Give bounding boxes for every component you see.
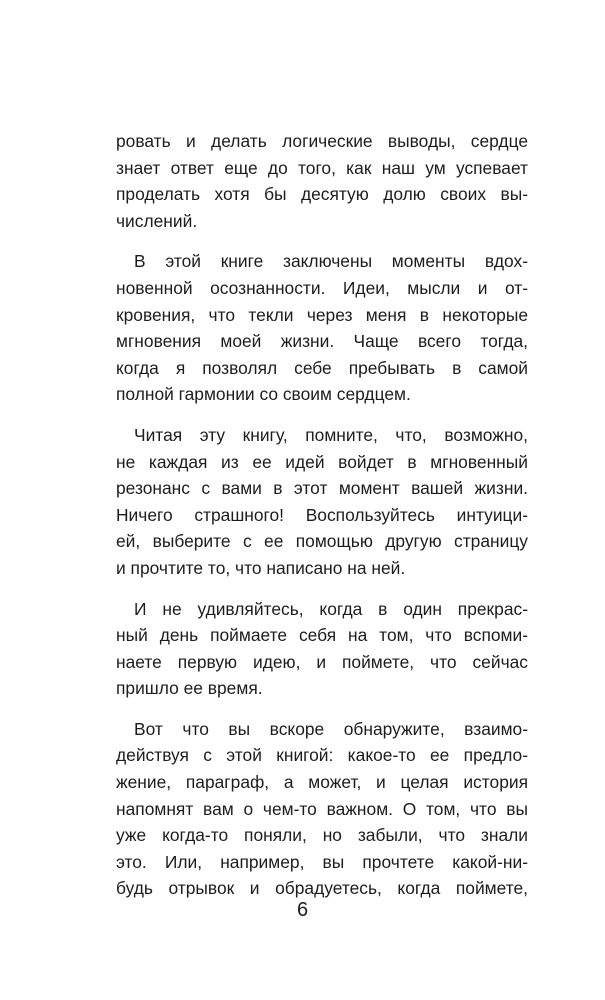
paragraph-4 — [116, 596, 528, 702]
text-line: проделать хотя бы десятую долю своих вы- — [116, 184, 528, 205]
text-line: наете первую идею, и поймете, что сейчас — [116, 651, 528, 672]
text-line: новенной осознанности. Идеи, мысли и от- — [116, 277, 528, 298]
text-line: И не удивляйтесь, когда в один прекрас- — [134, 598, 528, 619]
text-line: ровать и делать логические выводы, сердце — [116, 131, 528, 151]
text-line: пришло ее время. — [116, 678, 263, 699]
text-line: Ничего страшного! Воспользуйтесь интуици- — [116, 504, 528, 525]
text-line: это. Или, например, вы прочтете какой-ни- — [116, 851, 528, 872]
text-line: и прочтите то, что написано на ней. — [116, 557, 406, 578]
text-line: кровения, что текли через меня в некоторые — [116, 304, 528, 325]
text-line: ей, выберите с ее помощью другую страницу — [116, 531, 528, 552]
text-line: Читая эту книгу, помните, что, возможно, — [134, 424, 528, 445]
text-line: напомнят вам о чем-то важном. О том, что вы — [116, 798, 528, 819]
text-line: полной гармонии со своим сердцем. — [116, 384, 411, 405]
text-line: жение, параграф, а может, и целая история — [116, 772, 528, 793]
text-line: когда я позволял себе пребывать в самой — [116, 357, 528, 378]
text-line: действуя с этой книгой: какое-то ее предло- — [116, 745, 528, 766]
text-line: числений. — [116, 210, 198, 231]
text-line: не каждая из ее идей войдет в мгновенный — [116, 451, 528, 472]
text-line: резонанс с вами в этот момент вашей жизни. — [116, 478, 528, 499]
text-line: ный день поймаете себя на том, что вспоми- — [116, 625, 528, 646]
text-line: уже когда-то поняли, но забыли, что знали — [116, 825, 528, 846]
text-line: Вот что вы вскоре обнаружите, взаимо- — [134, 718, 528, 739]
body-text — [116, 128, 528, 916]
page-number: 6 — [296, 899, 309, 921]
text-line: мгновения моей жизни. Чаще всего тогда, — [116, 331, 528, 352]
paragraph-3 — [116, 422, 528, 582]
text-line: В этой книге заключены моменты вдох- — [134, 251, 528, 272]
text-line: знает ответ еще до того, как наш ум успевает — [116, 157, 528, 178]
text-line: будь отрывок и обрадуетесь, когда поймете, — [116, 878, 528, 899]
paragraph-5 — [116, 716, 528, 902]
paragraph-2 — [116, 248, 528, 408]
paragraph-1 — [116, 128, 528, 234]
